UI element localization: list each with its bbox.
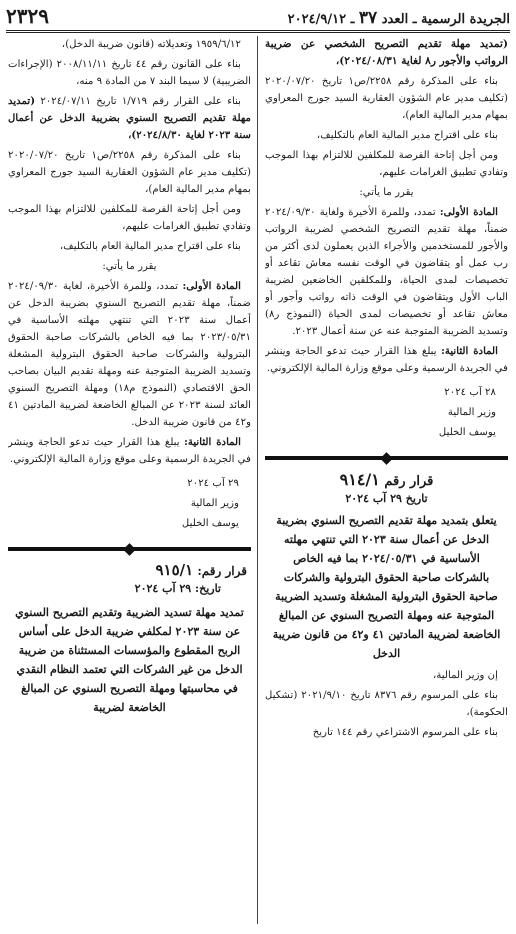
gazette-header-title xyxy=(288,8,510,28)
left-column xyxy=(8,36,251,928)
issue-date: ـ ٢٠٢٤/٩/١٢ xyxy=(287,12,355,27)
paragraph: بناء على المذكرة رقم ٢٢٥٨/ص١ تاريخ ٢٠٢٠/٠٧/٢٠ (تكليف مدير عام الشؤون العقارية السيد جورج المعراوي بمهام مدير المالية العام)، xyxy=(8,150,251,195)
continued-title: (تمديد مهلة تقديم التصريح الشخصي عن ضريبة الرواتب والأجور ر٨ لغاية ٢٠٢٤/٠٨/٣١)، xyxy=(265,38,508,67)
gazette-name: الجريدة الرسمية ـ العدد xyxy=(381,12,510,27)
decree-subject: يتعلق بتمديد مهلة تقديم التصريح السنوي بضريبة الدخل عن أعمال سنة ٢٠٢٣ التي تنتهي مهلته الأساسية في ٢٠٢٤/٠٥/٣١ بما فيه الخاص بالشركات صاحبة الحقوق البترولية والشركات صاحبة الحقوق البترولية المشغلة وتسديد الضريبة المتوجبة عنه ومهلة التصريح السنوي عن المبالغ الخاضعة لضريبة المادتين ٤١ و٤٢ من قانون ضريبة الدخل xyxy=(272,514,501,660)
paragraph-bold: (تمديد مهلة تقديم التصريح السنوي بضريبة الدخل عن أعمال سنة ٢٠٢٣ لغاية ٢٠٢٤/٨/٣٠)، xyxy=(8,95,251,141)
decree-label: قرار رقم xyxy=(384,474,434,489)
article-text: يبلغ هذا القرار حيث تدعو الحاجة وينشر في الجريدة الرسمية وعلى موقع وزارة المالية الإلكتروني. xyxy=(8,437,251,465)
page-header xyxy=(6,4,510,28)
paragraph: بناء على المرسوم رقم ٨٣٧٦ تاريخ ٢٠٢١/٩/١٠ (تشكيل الحكومة)، xyxy=(265,690,508,718)
right-column xyxy=(265,36,508,928)
issue-number: ٣٧ xyxy=(358,8,378,28)
paragraph: بناء على اقتراح مدير المالية العام بالتكليف، xyxy=(316,130,498,141)
decree-date: تاريخ: ٢٩ آب ٢٠٢٤ xyxy=(134,582,221,595)
article-1 xyxy=(265,204,508,340)
paragraph: ومن أجل إتاحة الفرصة للمكلفين للالتزام بهذا الموجب وتفادي تطبيق الغرامات عليهم، xyxy=(265,150,508,178)
article-text: تمدد، وللمرة الأخيرة، لغاية ٢٠٢٤/٠٩/٣٠ ضمناً، مهلة تقديم التصريح السنوي بضريبة الدخل عن أعمال سنة ٢٠٢٣ التي تنتهي مهلته الأساسية في ٢٠٢٣/٠٥/٣١ بما فيه الخاص بالشركات صاحبة الحقوق البترولية والشركات صاحبة الحقوق البترولية المشغلة وتسديد الضريبة المتوجبة عنه ومهلة تقديم البيان بصاحب الحق الاقتصادي (النموذج م١٨) ومهلة التصريح السنوي العائد لسنة ٢٠٢٣ عن المبالغ الخاضعة لضريبة المادتين ٤١ و٤٢ من قانون ضريبة الدخل. xyxy=(8,281,251,428)
decree-heading xyxy=(265,471,508,490)
paragraph: ١٩٥٩/٦/١٢ وتعديلاته (قانون ضريبة الدخل)، xyxy=(61,39,241,50)
paragraph: بناء على المذكرة رقم ٢٢٥٨/ص١ تاريخ ٢٠٢٠/٠٧/٢٠ (تكليف مدير عام الشؤون العقارية السيد جورج المعراوي بمهام مدير المالية العام)، xyxy=(265,76,508,121)
article-1 xyxy=(8,278,251,431)
paragraph: بناء على اقتراح مدير المالية العام بالتكليف، xyxy=(59,241,241,252)
paragraph: بناء على المرسوم الاشتراعي رقم ١٤٤ تاريخ xyxy=(312,727,498,738)
signature-date: ٢٨ آب ٢٠٢٤ xyxy=(444,387,496,398)
column-separator xyxy=(257,36,258,924)
decree-subject: تمديد مهلة تسديد الضريبة وتقديم التصريح السنوي عن سنة ٢٠٢٣ لمكلفي ضريبة الدخل على أساس الربح المقطوع والمؤسسات المستثناة من ضريبة الدخل من غير الشركات التي تعتمد النظام النقدي في محاسبتها ومهلة التصريح السنوي عن المبالغ الخاضعة لضريبة xyxy=(15,606,244,714)
paragraph-lead: بناء على القرار رقم ١/٧١٩ تاريخ ٢٠٢٤/٠٧/١١ xyxy=(40,96,241,107)
page-number: ٢٣٢٩ xyxy=(6,4,49,28)
signature-title: وزير المالية xyxy=(447,407,496,418)
decides-heading: يقرر ما يأتي: xyxy=(102,261,157,272)
article-2 xyxy=(8,434,251,468)
header-rule xyxy=(6,30,510,33)
signature-date: ٢٩ آب ٢٠٢٤ xyxy=(187,478,239,489)
section-divider xyxy=(265,451,508,465)
signature-name: يوسف الخليل xyxy=(438,427,496,438)
article-2 xyxy=(265,343,508,377)
article-label: المادة الأولى: xyxy=(439,206,498,218)
article-label: المادة الأولى: xyxy=(182,280,241,292)
paragraph: ومن أجل إتاحة الفرصة للمكلفين للالتزام بهذا الموجب وتفادي تطبيق الغرامات عليهم، xyxy=(8,204,251,232)
section-divider xyxy=(8,542,251,556)
paragraph: إن وزير المالية، xyxy=(433,670,498,681)
paragraph: بناء على القانون رقم ٤٤ تاريخ ٢٠٠٨/١١/١١ (الإجراءات الضريبية) لا سيما البند ٧ من المادة ٩ منه، xyxy=(8,59,251,87)
signature-title: وزير المالية xyxy=(190,498,239,509)
decree-number: ٩١٤/١ xyxy=(339,470,380,489)
article-text: تمدد، وللمرة الأخيرة ولغاية ٢٠٢٤/٠٩/٣٠ ضمناً، مهلة تقديم التصريح الشخصي لضريبة الرواتب والأجور للمستخدمين والأجراء الذين يعملون لدى أكثر من رب عمل أو يتقاضون في الوقت نفسه معاش تقاعد أو تخصيصات لمدى الحياة، وللمكلفين الخاضعين لضريبة الباب الأول ويتقاضون في الوقت ذاته رواتب وأجور أو معاش تقاعد أو تخصيصات لمدى الحياة (النموذج ر٨) وتسديد الضريبة المتوجبة عنه عن سنة أعمال ٢٠٢٣. xyxy=(265,207,508,337)
signature-name: يوسف الخليل xyxy=(181,518,239,529)
decree-number: ٩١٥/١ xyxy=(155,561,194,579)
paragraph xyxy=(8,93,251,144)
decree-heading xyxy=(8,562,251,580)
article-label: المادة الثانية: xyxy=(184,436,241,448)
article-text: يبلغ هذا القرار حيث تدعو الحاجة وينشر في الجريدة الرسمية وعلى موقع وزارة المالية الإلكتروني. xyxy=(265,346,508,374)
decree-date: تاريخ ٢٩ آب ٢٠٢٤ xyxy=(345,492,428,505)
decree-label: قرار رقم: xyxy=(197,564,247,578)
decides-heading: يقرر ما يأتي: xyxy=(359,187,414,198)
article-label: المادة الثانية: xyxy=(441,345,498,357)
